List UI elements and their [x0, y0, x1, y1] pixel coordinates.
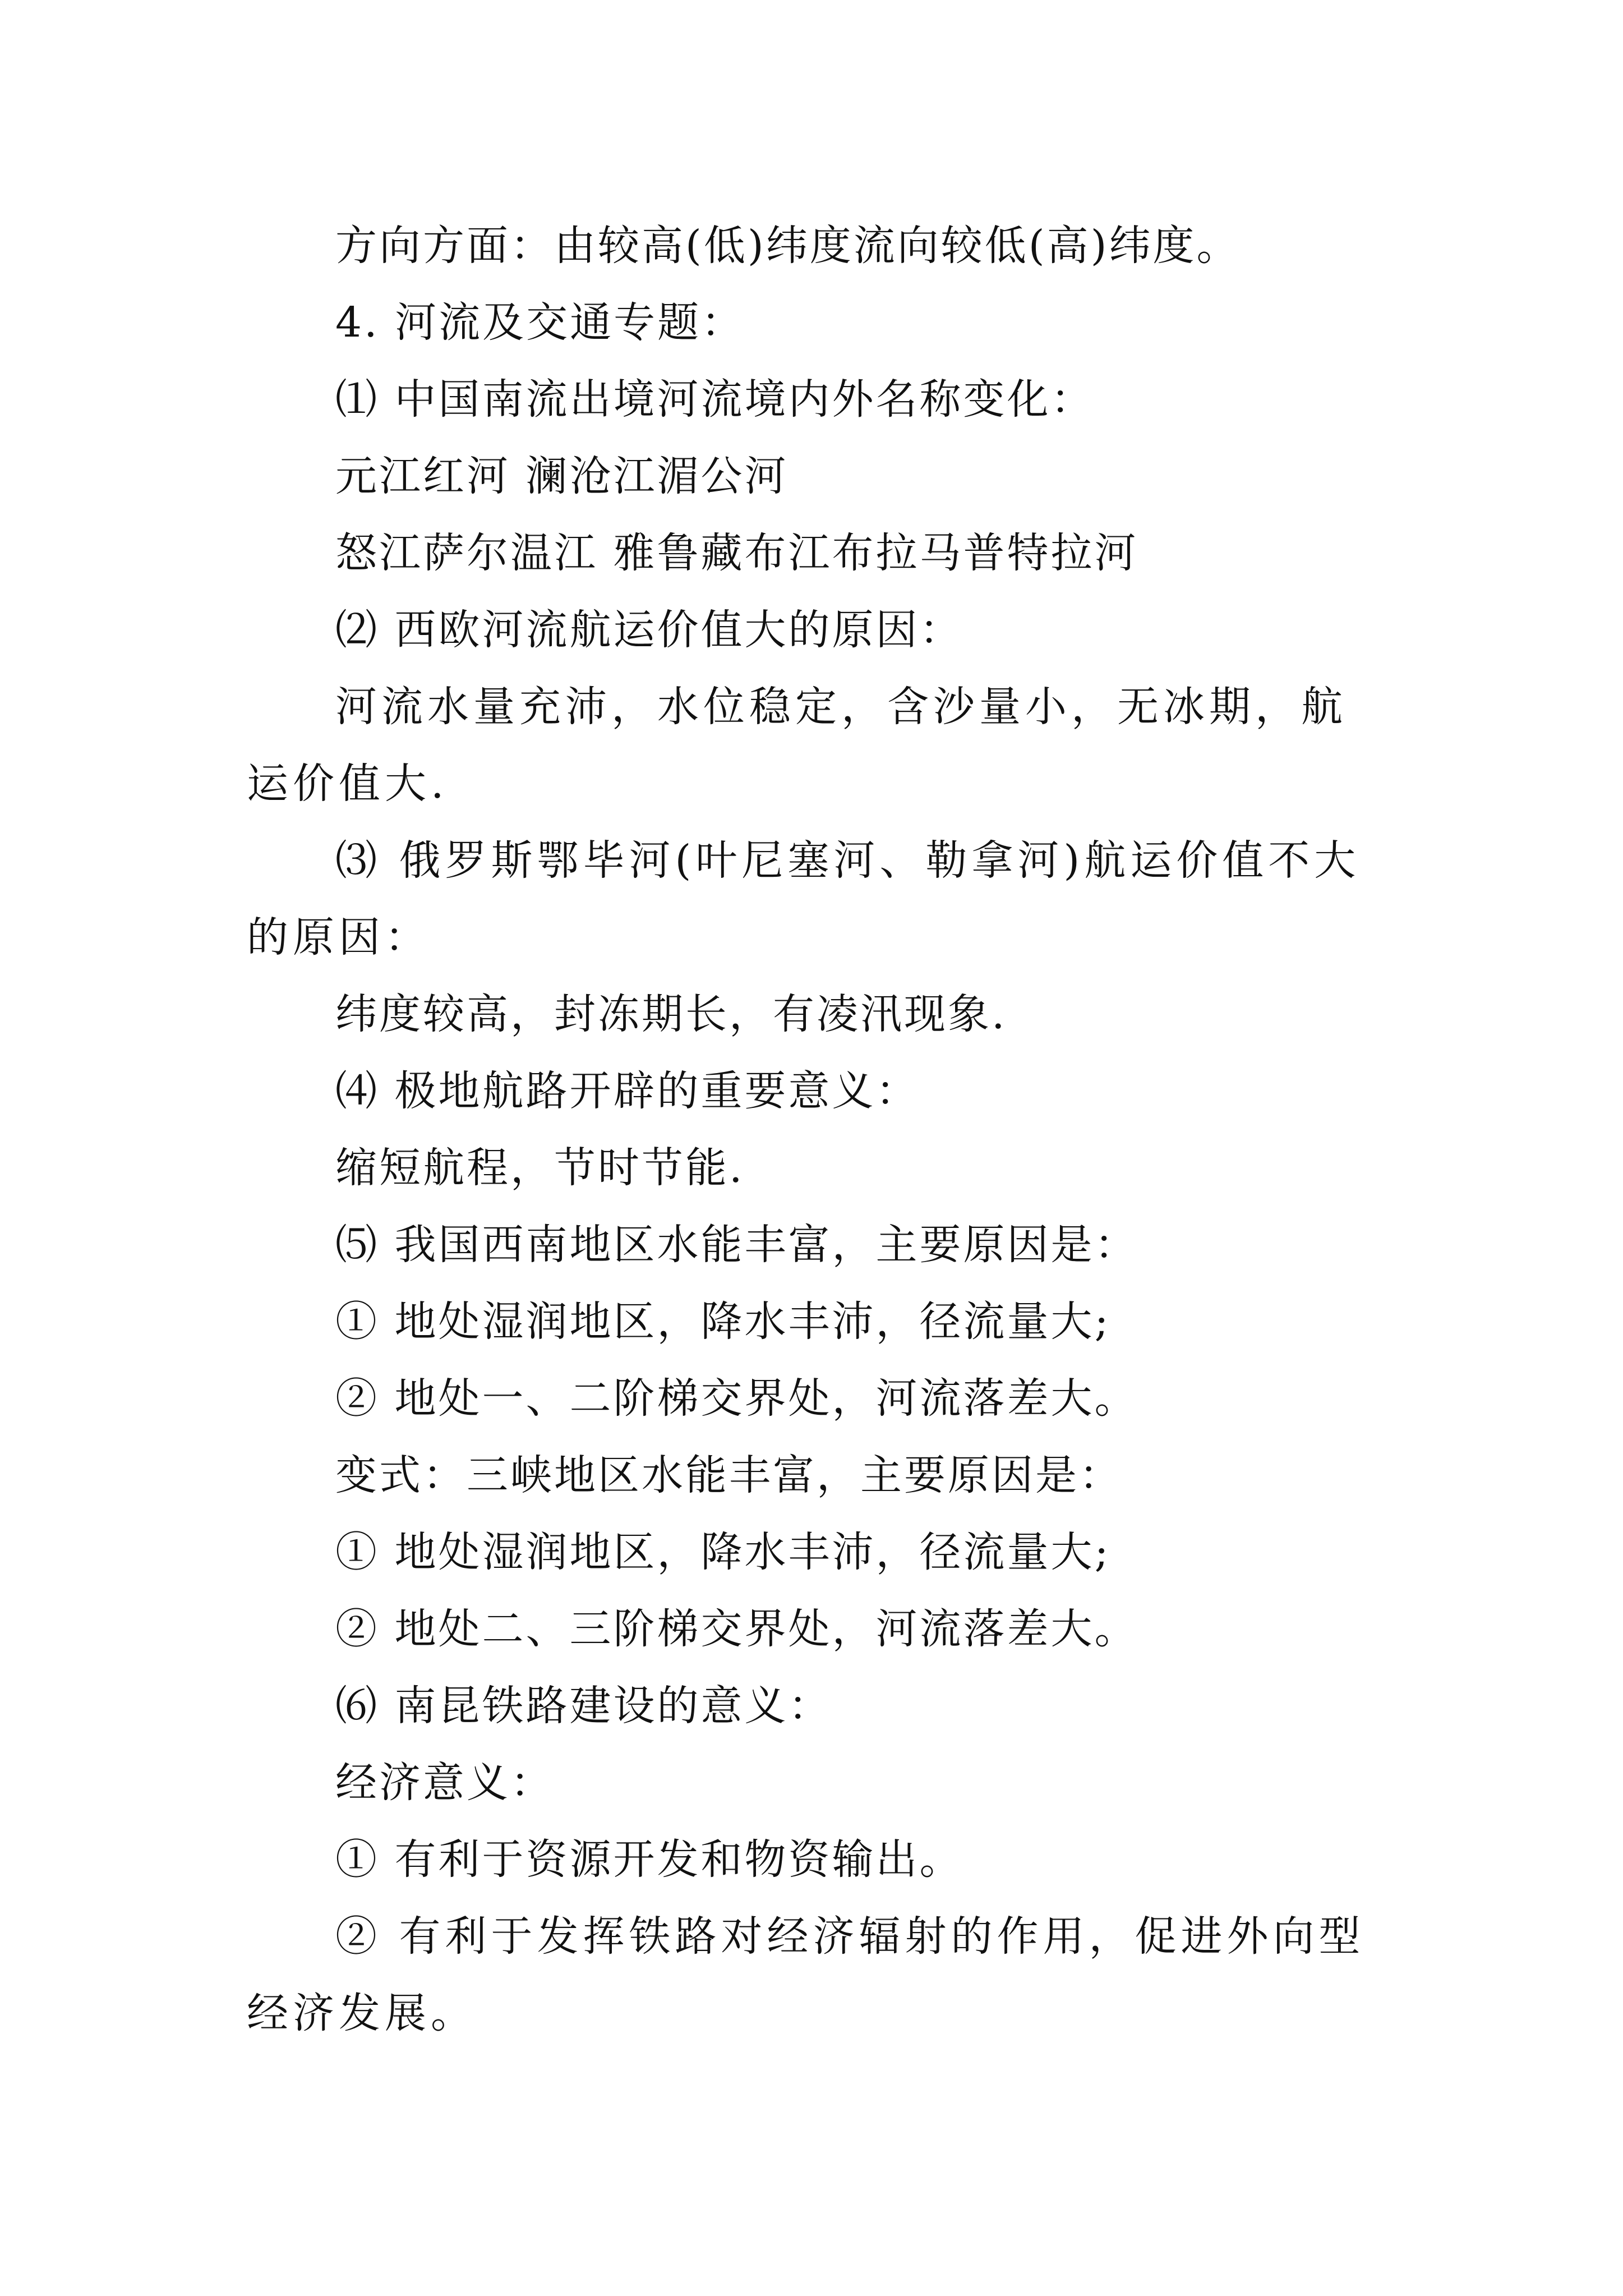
economic-significance-label: 经济意义： [335, 1759, 554, 1807]
item-5-point-1: ① 地处湿润地区，降水丰沛，径流量大; [335, 1297, 1111, 1346]
item-6-heading: ⑹ 南昆铁路建设的意义： [335, 1682, 832, 1730]
paragraph-direction: 方向方面：由较高(低)纬度流向较低(高)纬度。 [335, 222, 1241, 270]
section-heading-rivers-transport: 4. 河流及交通专题： [335, 298, 745, 347]
item-1-line-1: 元江红河 澜沧江湄公河 [335, 452, 789, 500]
item-2-answer: 河流水量充沛，水位稳定，含沙量小，无冰期，航运价值大. [247, 683, 1347, 808]
variant-heading: 变式：三峡地区水能丰富，主要原因是： [335, 1451, 1123, 1499]
variant-point-1: ① 地处湿润地区，降水丰沛，径流量大; [335, 1528, 1111, 1576]
item-3-heading: ⑶ 俄罗斯鄂毕河(叶尼塞河、勒拿河)航运价值不大的原因： [247, 836, 1361, 961]
item-4-heading: ⑷ 极地航路开辟的重要意义： [335, 1067, 920, 1115]
document-body [247, 208, 1391, 2052]
item-2-heading: ⑵ 西欧河流航运价值大的原因： [335, 606, 963, 654]
item-5-point-2: ② 地处一、二阶梯交界处，河流落差大。 [335, 1374, 1138, 1423]
item-3-answer: 纬度较高，封冻期长，有凌汛现象. [335, 990, 1007, 1038]
item-1-line-2: 怒江萨尔温江 雅鲁藏布江布拉马普特拉河 [335, 529, 1138, 577]
item-5-heading: ⑸ 我国西南地区水能丰富，主要原因是： [335, 1221, 1138, 1269]
item-1-heading: ⑴ 中国南流出境河流境内外名称变化： [335, 375, 1095, 424]
item-4-answer: 缩短航程，节时节能. [335, 1144, 745, 1192]
variant-point-2: ② 地处二、三阶梯交界处，河流落差大。 [335, 1605, 1138, 1653]
economic-point-1: ① 有利于资源开发和物资输出。 [335, 1835, 963, 1884]
economic-point-2: ② 有利于发挥铁路对经济辐射的作用，促进外向型经济发展。 [247, 1912, 1365, 2037]
